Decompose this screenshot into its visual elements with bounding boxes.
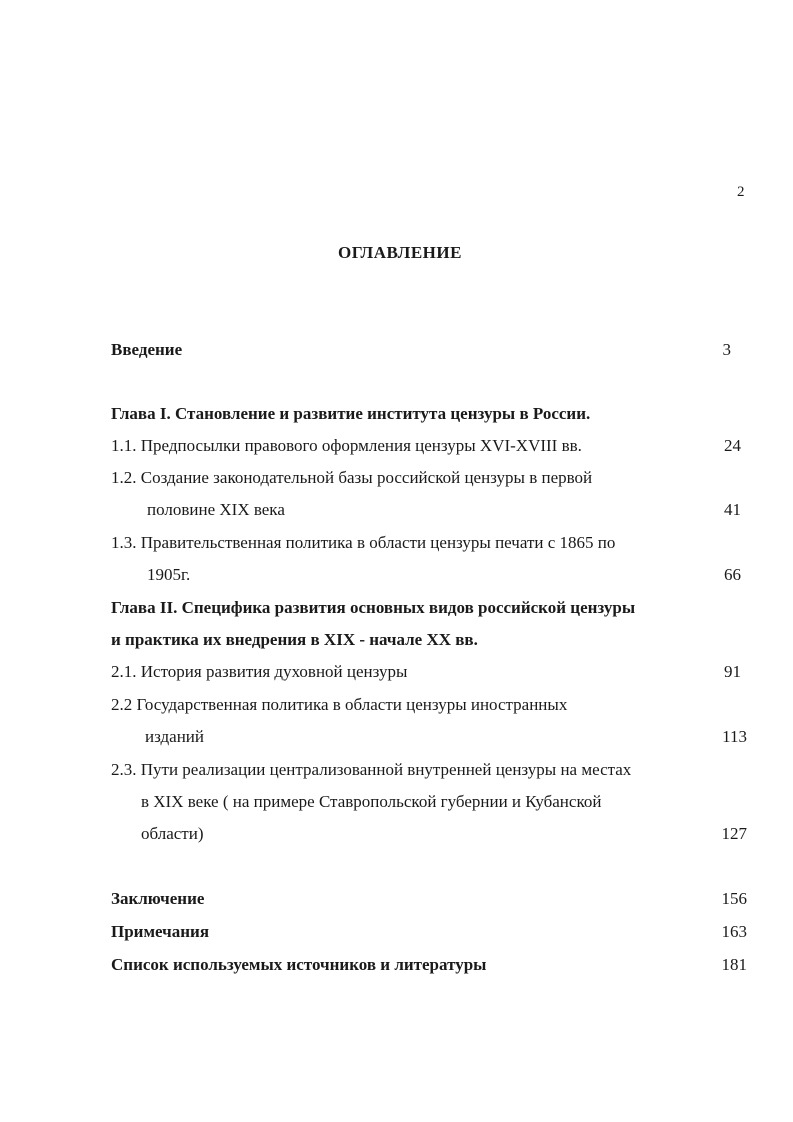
toc-entry-sources: Список используемых источников и литературы [111, 955, 487, 974]
toc-page-sources: 181 [721, 955, 747, 974]
page-title: ОГЛАВЛЕНИЕ [338, 243, 462, 262]
toc-entry-2-3-cont2: области) [141, 824, 204, 843]
toc-page-1-2: 41 [724, 500, 741, 519]
toc-entry-2-3-cont: в XIX веке ( на примере Ставропольской губернии и Кубанской [141, 792, 602, 811]
page-number: 2 [737, 184, 745, 200]
toc-entry-1-3: 1.3. Правительственная политика в области цензуры печати с 1865 по [111, 533, 616, 552]
toc-page-conclusion: 156 [721, 889, 747, 908]
toc-entry-2-1: 2.1. История развития духовной цензуры [111, 662, 408, 681]
toc-entry-1-2: 1.2. Создание законодательной базы российской цензуры в первой [111, 468, 593, 487]
toc-entry-2-2-cont: изданий [145, 727, 204, 746]
toc-chapter-1: Глава I. Становление и развитие института цензуры в России. [111, 404, 591, 423]
toc-chapter-2-cont: и практика их внедрения в XIX - начале XX вв. [111, 630, 478, 649]
toc-page-2-3: 127 [721, 824, 747, 843]
toc-entry-notes: Примечания [111, 922, 210, 941]
toc-entry-intro: Введение [111, 340, 183, 359]
toc-chapter-2: Глава II. Специфика развития основных видов российской цензуры [111, 598, 636, 617]
toc-page-2-1: 91 [724, 662, 741, 681]
toc-entry-2-2: 2.2 Государственная политика в области цензуры иностранных [111, 695, 568, 714]
toc-entry-2-3: 2.3. Пути реализации централизованной внутренней цензуры на местах [111, 760, 632, 779]
toc-entry-1-1: 1.1. Предпосылки правового оформления цензуры XVI-XVIII вв. [111, 436, 582, 455]
toc-entry-1-2-cont: половине XIX века [147, 500, 285, 519]
toc-entry-1-3-cont: 1905г. [147, 565, 191, 584]
toc-page-1-1: 24 [724, 436, 741, 455]
toc-page-intro: 3 [722, 340, 731, 359]
toc-entry-conclusion: Заключение [111, 889, 205, 908]
toc-page-2-2: 113 [722, 727, 747, 746]
toc-page-1-3: 66 [724, 565, 741, 584]
toc-page-notes: 163 [721, 922, 747, 941]
